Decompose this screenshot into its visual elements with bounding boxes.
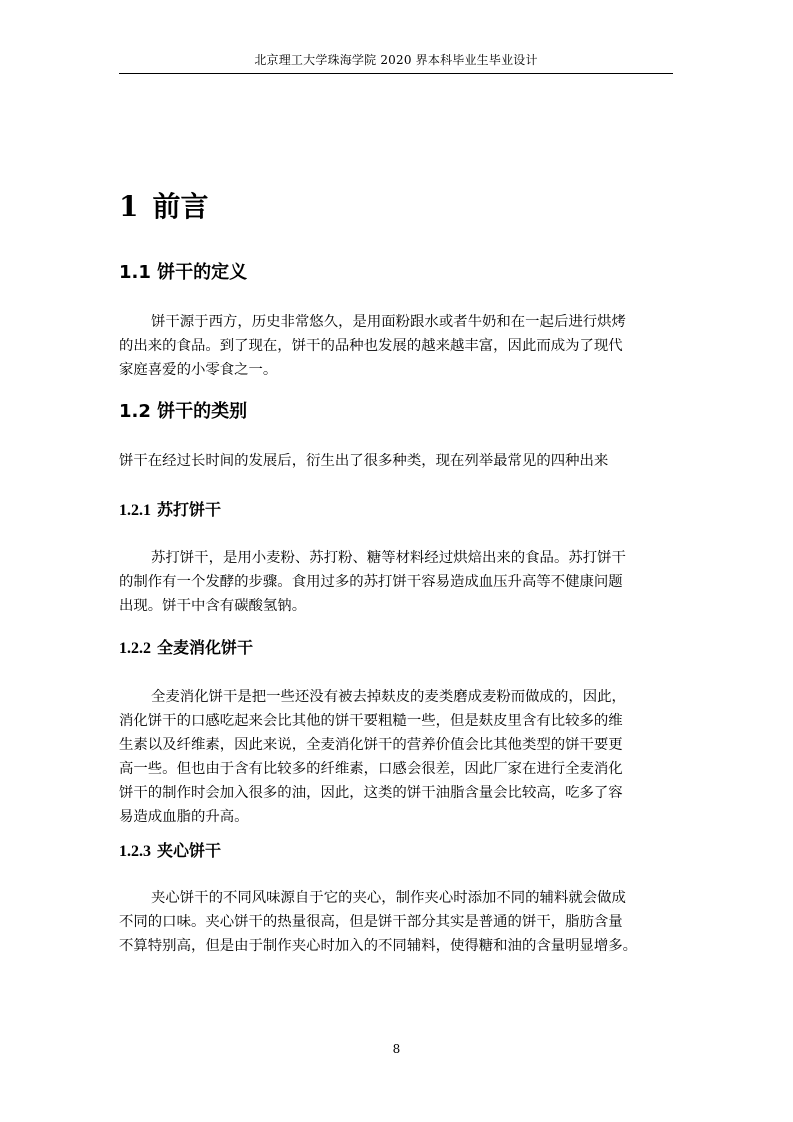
paragraph-digestive-biscuit [119, 685, 673, 829]
chapter-title [119, 188, 209, 226]
paragraph-sandwich-biscuit [119, 886, 673, 958]
subsection-number: 1.2.2 [119, 640, 151, 657]
paragraph-line: 不算特别高，但是由于制作夹心时加入的不同辅料，使得糖和油的含量明显增多。 [119, 938, 638, 954]
paragraph-line: 家庭喜爱的小零食之一。 [119, 362, 278, 378]
section-heading-1-2: 1.2 饼干的类别 [119, 401, 248, 422]
header-divider [119, 73, 673, 74]
paragraph-line: 苏打饼干，是用小麦粉、苏打粉、糖等材料经过烘焙出来的食品。苏打饼干 [151, 550, 626, 566]
paragraph-biscuit-definition [119, 310, 673, 382]
subsection-number: 1.2.1 [119, 502, 151, 519]
paragraph-line: 饼干源于西方，历史非常悠久，是用面粉跟水或者牛奶和在一起后进行烘烤 [151, 314, 626, 330]
subsection-heading-1-2-1 [119, 498, 221, 523]
paragraph-line: 饼干在经过长时间的发展后，衍生出了很多种类，现在列举最常见的四种出来 [119, 453, 609, 469]
paragraph-line: 出现。饼干中含有碳酸氢钠。 [119, 598, 307, 614]
subsection-title: 全麦消化饼干 [157, 638, 254, 657]
running-header: 北京理工大学珠海学院 2020 界本科毕业生毕业设计 [254, 53, 538, 67]
paragraph-line: 的出来的食品。到了现在，饼干的品种也发展的越来越丰富，因此而成为了现代 [119, 338, 623, 354]
paragraph-line: 易造成血脂的升高。 [119, 809, 249, 825]
paragraph-line: 高一些。但也由于含有比较多的纤维素，口感会很差，因此厂家在进行全麦消化 [119, 761, 623, 777]
subsection-title: 夹心饼干 [157, 841, 222, 860]
paragraph-soda-biscuit [119, 546, 673, 618]
subsection-number: 1.2.3 [119, 843, 151, 860]
paragraph-line: 饼干的制作时会加入很多的油，因此，这类的饼干油脂含量会比较高，吃多了容 [119, 785, 623, 801]
subsection-heading-1-2-2 [119, 636, 253, 661]
section-heading-1-1: 1.1 饼干的定义 [119, 262, 248, 283]
paragraph-line: 生素以及纤维素，因此来说，全麦消化饼干的营养价值会比其他类型的饼干要更 [119, 737, 623, 753]
paragraph-line: 消化饼干的口感吃起来会比其他的饼干要粗糙一些，但是麸皮里含有比较多的维 [119, 713, 623, 729]
paragraph-line: 全麦消化饼干是把一些还没有被去掉麸皮的麦类磨成麦粉而做成的，因此， [151, 689, 626, 705]
subsection-heading-1-2-3 [119, 839, 221, 864]
chapter-title-text: 前言 [152, 190, 209, 223]
paragraph-line: 不同的口味。夹心饼干的热量很高，但是饼干部分其实是普通的饼干，脂肪含量 [119, 914, 623, 930]
paragraph-line: 的制作有一个发酵的步骤。食用过多的苏打饼干容易造成血压升高等不健康问题 [119, 574, 623, 590]
paragraph-line: 夹心饼干的不同风味源自于它的夹心，制作夹心时添加不同的辅料就会做成 [151, 890, 626, 906]
paragraph-biscuit-types-intro [119, 449, 673, 473]
page-number: 8 [392, 1042, 401, 1056]
chapter-number: 1 [119, 190, 139, 223]
subsection-title: 苏打饼干 [157, 500, 222, 519]
